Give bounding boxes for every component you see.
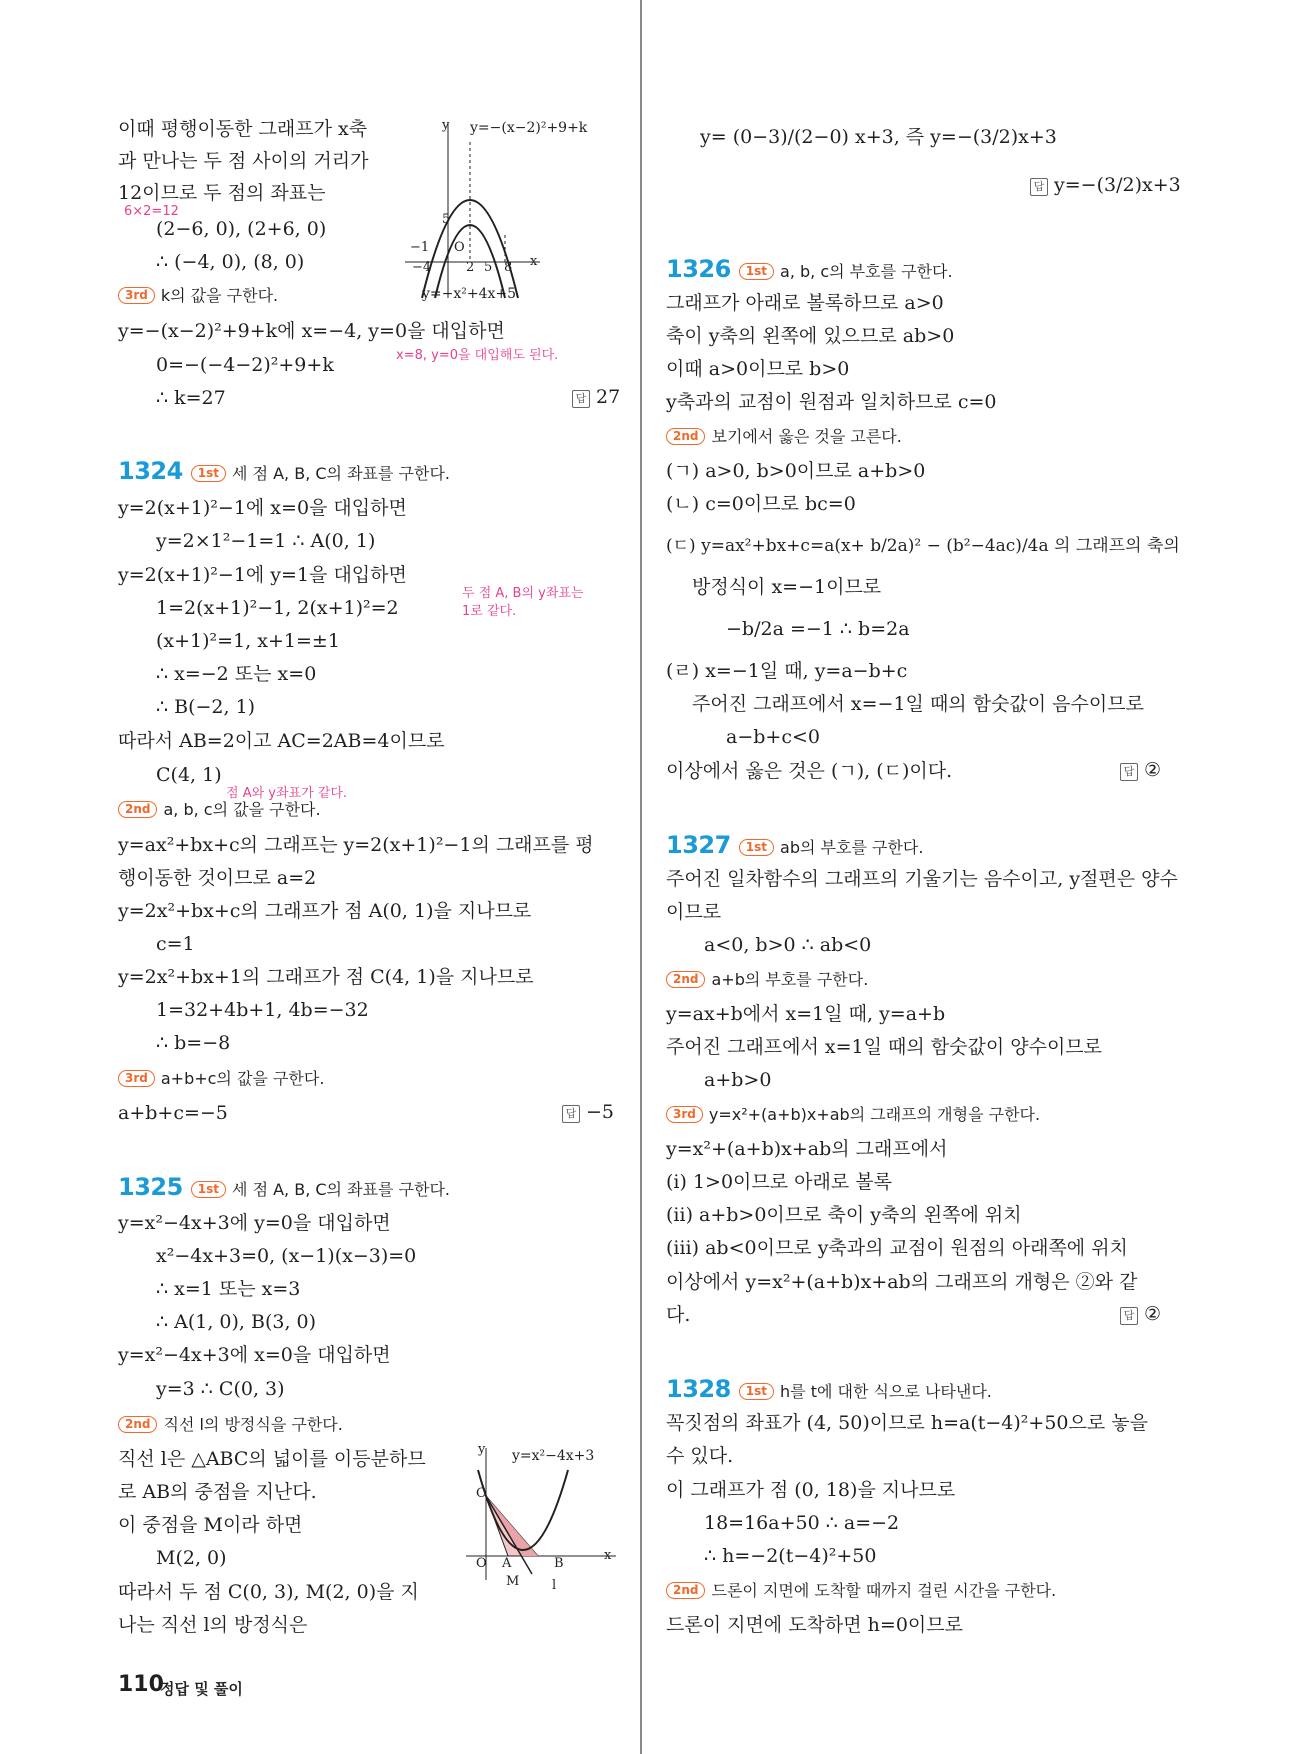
problem-header-1327: 1327 1st ab의 부호를 구한다.: [666, 831, 924, 859]
solution-line: 수 있다.: [666, 1445, 734, 1467]
solution-line: 이때 a>0이므로 b>0: [666, 358, 850, 380]
solution-line: 로 AB의 중점을 지난다.: [118, 1481, 317, 1503]
solution-line: 1=2(x+1)²−1, 2(x+1)²=2: [156, 597, 399, 619]
solution-line: (ㄹ) x=−1일 때, y=a−b+c: [666, 660, 908, 682]
solution-line: (ㄴ) c=0이므로 bc=0: [666, 493, 856, 515]
solution-line: (ⅰ) 1>0이므로 아래로 볼록: [666, 1171, 892, 1193]
point-label-a: A: [502, 1556, 512, 1571]
solution-line: 축이 y축의 왼쪽에 있으므로 ab>0: [666, 325, 955, 347]
line-label-l: l: [552, 1578, 557, 1593]
answer: 답 ②: [1120, 1303, 1161, 1325]
parabola-graph-2: [456, 1440, 626, 1600]
answer-icon: 답: [1120, 763, 1138, 781]
solution-line: 주어진 그래프에서 x=−1일 때의 함숫값이 음수이므로: [692, 693, 1144, 715]
step-row: 2nd a, b, c의 값을 구한다.: [118, 796, 321, 823]
solution-line: c=1: [156, 933, 195, 955]
problem-header-1324: 1324 1st 세 점 A, B, C의 좌표를 구한다.: [118, 457, 451, 485]
side-note: 두 점 A, B의 y좌표는: [462, 586, 584, 601]
solution-line: 다.: [666, 1304, 691, 1326]
parabola-graph-1: [400, 112, 620, 308]
answer-icon: 답: [1030, 178, 1048, 196]
solution-line: ∴ x=−2 또는 x=0: [156, 663, 317, 685]
solution-line: 주어진 일차함수의 그래프의 기울기는 음수이고, y절편은 양수: [666, 868, 1178, 890]
solution-line: 따라서 AB=2이고 AC=2AB=4이므로: [118, 730, 445, 752]
solution-line: (ⅱ) a+b>0이므로 축이 y축의 왼쪽에 위치: [666, 1204, 1022, 1226]
solution-line: ∴ h=−2(t−4)²+50: [704, 1545, 877, 1567]
solution-line: y= (0−3)/(2−0) x+3, 즉 y=−(3/2)x+3: [700, 126, 1057, 148]
answer: 답 y=−(3/2)x+3: [1030, 174, 1181, 196]
solution-line: y=3 ∴ C(0, 3): [156, 1378, 285, 1400]
solution-line: y=2x²+bx+1의 그래프가 점 C(4, 1)을 지나므로: [118, 966, 534, 988]
solution-line: 나는 직선 l의 방정식은: [118, 1614, 308, 1636]
intro-line: 이때 평행이동한 그래프가 x축: [118, 118, 368, 140]
answer: 답 −5: [562, 1101, 614, 1123]
page-number: 110: [118, 1672, 164, 1697]
solution-line: 이므로: [666, 901, 722, 923]
solution-line: a<0, b>0 ∴ ab<0: [704, 934, 872, 956]
step-row: 3rd k의 값을 구한다.: [118, 282, 278, 309]
solution-line: 드론이 지면에 도착하면 h=0이므로: [666, 1614, 963, 1636]
step-row: 3rd a+b+c의 값을 구한다.: [118, 1065, 324, 1092]
solution-line: C(4, 1): [156, 764, 222, 786]
tick-label: −1: [410, 240, 430, 255]
solution-line: ∴ b=−8: [156, 1032, 231, 1054]
solution-line: 행이동한 것이므로 a=2: [118, 867, 317, 889]
tick-label: −4: [412, 260, 432, 275]
solution-line: (ⅲ) ab<0이므로 y축과의 교점이 원점의 아래쪽에 위치: [666, 1237, 1128, 1259]
step-row: 2nd 직선 l의 방정식을 구한다.: [118, 1411, 343, 1438]
solution-line: 방정식이 x=−1이므로: [692, 576, 882, 598]
step-row: 2nd a+b의 부호를 구한다.: [666, 966, 868, 993]
solution-line: y=−(x−2)²+9+k에 x=−4, y=0을 대입하면: [118, 320, 505, 342]
intro-line: ∴ (−4, 0), (8, 0): [156, 251, 305, 273]
origin-label: O: [454, 240, 465, 255]
side-note: 1로 같다.: [462, 604, 517, 619]
solution-line: ∴ x=1 또는 x=3: [156, 1278, 301, 1300]
footer-title: 정답 및 풀이: [160, 1680, 243, 1698]
solution-line: a−b+c<0: [726, 726, 820, 748]
solution-line: y=ax+b에서 x=1일 때, y=a+b: [666, 1003, 946, 1025]
solution-line: 따라서 두 점 C(0, 3), M(2, 0)을 지: [118, 1581, 419, 1603]
solution-line: 주어진 그래프에서 x=1일 때의 함숫값이 양수이므로: [666, 1036, 1103, 1058]
tick-label: 5: [484, 260, 493, 275]
solution-line: 이 그래프가 점 (0, 18)을 지나므로: [666, 1479, 956, 1501]
problem-header-1325: 1325 1st 세 점 A, B, C의 좌표를 구한다.: [118, 1173, 451, 1201]
graph1-label-top: y=−(x−2)²+9+k: [470, 120, 588, 136]
point-label-m: M: [506, 1574, 520, 1589]
tick-label: 8: [504, 260, 513, 275]
step-badge-3rd: 3rd: [118, 287, 155, 304]
solution-line: y축과의 교점이 원점과 일치하므로 c=0: [666, 391, 997, 413]
answer: 답 27: [572, 386, 620, 408]
solution-line: 0=−(−4−2)²+9+k: [156, 354, 334, 376]
answer: 답 ②: [1120, 759, 1161, 781]
solution-line: y=x²+(a+b)x+ab의 그래프에서: [666, 1138, 948, 1160]
step-row: 3rd y=x²+(a+b)x+ab의 그래프의 개형을 구한다.: [666, 1101, 1040, 1128]
step-row: 2nd 보기에서 옳은 것을 고른다.: [666, 423, 902, 450]
side-note: x=8, y=0을 대입해도 된다.: [396, 348, 559, 363]
origin-label: O: [476, 1556, 487, 1571]
solution-line: y=2×1²−1=1 ∴ A(0, 1): [156, 530, 376, 552]
intro-line: (2−6, 0), (2+6, 0): [156, 218, 327, 240]
solution-line: y=2(x+1)²−1에 x=0을 대입하면: [118, 497, 407, 519]
solution-line: y=ax²+bx+c의 그래프는 y=2(x+1)²−1의 그래프를 평: [118, 834, 594, 856]
solution-line: 이 중점을 M이라 하면: [118, 1514, 303, 1536]
tick-label: 2: [466, 260, 475, 275]
solution-line: y=2x²+bx+c의 그래프가 점 A(0, 1)을 지나므로: [118, 900, 532, 922]
solution-line: a+b>0: [704, 1069, 772, 1091]
solution-line: y=x²−4x+3에 x=0을 대입하면: [118, 1344, 391, 1366]
problem-header-1328: 1328 1st h를 t에 대한 식으로 나타낸다.: [666, 1375, 992, 1403]
answer-icon: 답: [562, 1105, 580, 1123]
problem-header-1326: 1326 1st a, b, c의 부호를 구한다.: [666, 255, 953, 283]
step-row: 2nd 드론이 지면에 도착할 때까지 걸린 시간을 구한다.: [666, 1577, 1056, 1604]
solution-line: −b/2a =−1 ∴ b=2a: [726, 618, 910, 640]
solution-line: 직선 l은 △ABC의 넓이를 이등분하므: [118, 1448, 426, 1470]
solution-line: (x+1)²=1, x+1=±1: [156, 630, 340, 652]
side-note: 점 A와 y좌표가 같다.: [226, 786, 348, 801]
solution-line: (ㄱ) a>0, b>0이므로 a+b>0: [666, 460, 926, 482]
point-label-c: C: [476, 1486, 486, 1501]
solution-line: 그래프가 아래로 볼록하므로 a>0: [666, 292, 944, 314]
graph1-label-bottom: y=−x²+4x+5: [422, 286, 517, 302]
point-label-b: B: [554, 1556, 564, 1571]
axis-label-x: x: [530, 254, 538, 269]
side-note: 6×2=12: [124, 204, 179, 219]
answer-icon: 답: [1120, 1307, 1138, 1325]
solution-line: (ㄷ) y=ax²+bx+c=a(x+ b/2a)² − (b²−4ac)/4a 의 그래프의 축의: [666, 536, 1180, 556]
solution-line: ∴ A(1, 0), B(3, 0): [156, 1311, 317, 1333]
solution-line: 이상에서 옳은 것은 (ㄱ), (ㄷ)이다.: [666, 760, 953, 782]
solution-line: M(2, 0): [156, 1547, 227, 1569]
solution-line: y=x²−4x+3에 y=0을 대입하면: [118, 1212, 391, 1234]
axis-label-x: x: [604, 1548, 612, 1563]
solution-line: ∴ B(−2, 1): [156, 696, 256, 718]
solution-line: ∴ k=27: [156, 387, 226, 409]
intro-line: 12이므로 두 점의 좌표는: [118, 182, 326, 204]
solution-line: a+b+c=−5: [118, 1102, 228, 1124]
tick-label: 5: [442, 212, 451, 227]
column-divider: [640, 0, 642, 1754]
answer-icon: 답: [572, 390, 590, 408]
solution-line: 이상에서 y=x²+(a+b)x+ab의 그래프의 개형은 ②와 같: [666, 1271, 1138, 1293]
intro-line: 과 만나는 두 점 사이의 거리가: [118, 150, 369, 172]
solution-line: x²−4x+3=0, (x−1)(x−3)=0: [156, 1245, 417, 1267]
solution-line: 1=32+4b+1, 4b=−32: [156, 999, 369, 1021]
solution-line: 18=16a+50 ∴ a=−2: [704, 1512, 900, 1534]
axis-label-y: y: [442, 118, 450, 133]
axis-label-y: y: [478, 1442, 486, 1457]
solution-line: 꼭짓점의 좌표가 (4, 50)이므로 h=a(t−4)²+50으로 놓을: [666, 1412, 1148, 1434]
solution-line: y=2(x+1)²−1에 y=1을 대입하면: [118, 564, 407, 586]
graph2-label: y=x²−4x+3: [512, 1448, 595, 1464]
